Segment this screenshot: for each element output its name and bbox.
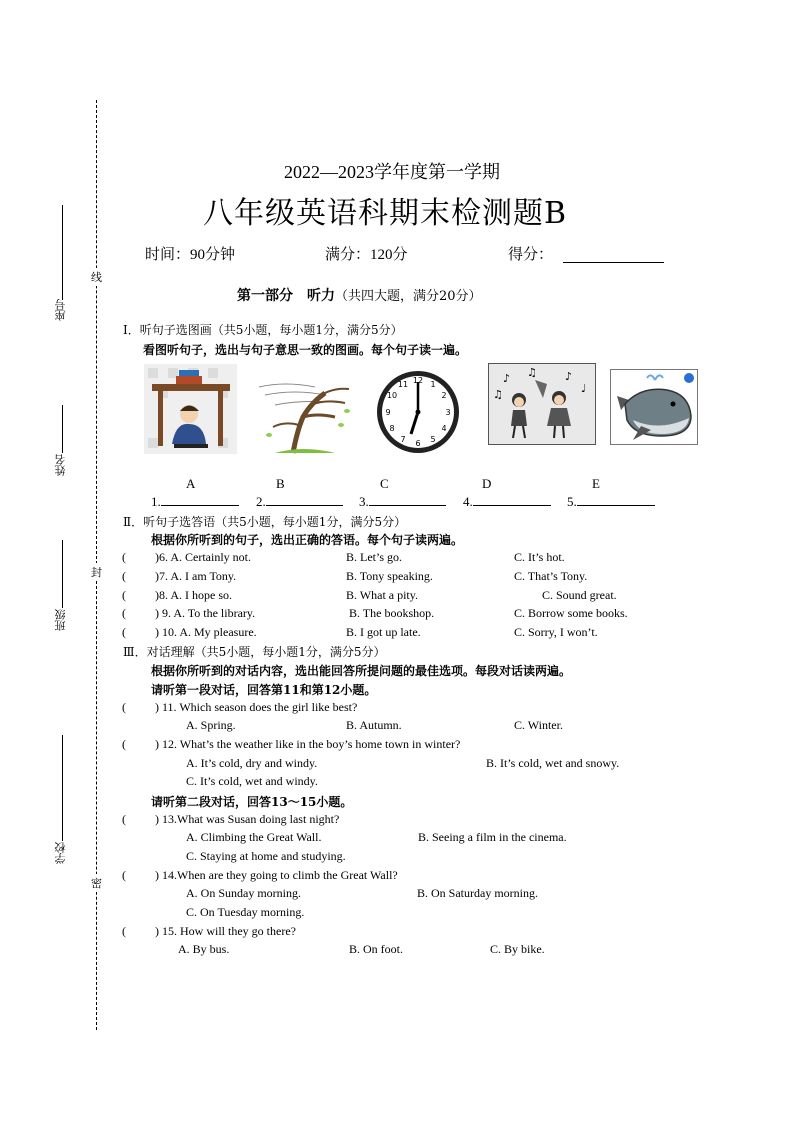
question-15-option-b: B. On foot. bbox=[349, 942, 403, 956]
school-field-line[interactable] bbox=[62, 735, 63, 841]
svg-text:♪: ♪ bbox=[503, 372, 511, 385]
cut-char-xian: 线 bbox=[91, 268, 102, 286]
picture-letter-d: D bbox=[482, 476, 492, 491]
answer-number-1: 1. bbox=[151, 494, 161, 509]
question-10-option-c: C. Sorry, I won’t. bbox=[514, 625, 598, 639]
picture-letter-c: C bbox=[380, 476, 389, 491]
section1-title-note: （共5小题，每小题1分，满分5分） bbox=[211, 323, 403, 337]
section3-instruction: 根据你所听到的对话内容，选出能回答所提问题的最佳选项。每段对话读两遍。 bbox=[151, 664, 572, 678]
whale-icon bbox=[611, 370, 697, 444]
answer-number-4: 4. bbox=[463, 494, 473, 509]
answer-paren-14[interactable]: ( bbox=[122, 868, 126, 882]
svg-text:♩: ♩ bbox=[581, 382, 587, 395]
question-7: )7. A. I am Tony. bbox=[155, 569, 237, 583]
svg-text:12: 12 bbox=[412, 376, 424, 385]
question-11-option-c: C. Winter. bbox=[514, 718, 563, 732]
svg-text:8: 8 bbox=[389, 424, 395, 433]
section3-title bbox=[123, 643, 385, 660]
question-14-option-c: C. On Tuesday morning. bbox=[186, 905, 305, 919]
score-label: 得分： bbox=[508, 247, 554, 263]
answer-line-4[interactable] bbox=[473, 505, 551, 506]
children-singing-icon bbox=[489, 364, 595, 444]
svg-text:♫: ♫ bbox=[527, 366, 537, 379]
answer-number-5: 5. bbox=[567, 494, 577, 509]
picture-b bbox=[255, 373, 355, 455]
question-15-option-a: A. By bus. bbox=[178, 942, 230, 956]
question-13: ) 13.What was Susan doing last night? bbox=[155, 812, 340, 826]
year-line: 2022—2023学年度第一学期 bbox=[284, 162, 500, 182]
question-7-option-c: C. That’s Tony. bbox=[514, 569, 588, 583]
class-field-line[interactable] bbox=[62, 540, 63, 608]
part1-note: （共四大题，满分20分） bbox=[335, 289, 482, 304]
svg-text:♫: ♫ bbox=[493, 388, 503, 401]
question-14: ) 14.When are they going to climb the Great Wall? bbox=[155, 868, 398, 882]
svg-text:3: 3 bbox=[445, 408, 451, 417]
svg-text:7: 7 bbox=[400, 435, 406, 444]
name-label: 姓名 bbox=[54, 454, 67, 476]
picture-letter-e: E bbox=[592, 476, 600, 491]
question-6-option-b: B. Let’s go. bbox=[346, 550, 402, 564]
svg-text:6: 6 bbox=[415, 439, 421, 448]
answer-line-3[interactable] bbox=[369, 505, 446, 506]
question-8: )8. A. I hope so. bbox=[155, 588, 232, 602]
cut-char-mi: 密 bbox=[91, 874, 102, 892]
tree-in-wind-icon bbox=[255, 373, 355, 455]
svg-text:5: 5 bbox=[430, 435, 436, 444]
answer-line-2[interactable] bbox=[266, 505, 343, 506]
question-6-option-c: C. It’s hot. bbox=[514, 550, 565, 564]
answer-blank-1[interactable] bbox=[151, 494, 239, 510]
question-6: )6. A. Certainly not. bbox=[155, 550, 251, 564]
question-15-option-c: C. By bike. bbox=[490, 942, 545, 956]
section3-title-prefix: Ⅲ．对话理解 bbox=[123, 645, 195, 659]
answer-line-5[interactable] bbox=[577, 505, 655, 506]
svg-text:11: 11 bbox=[397, 380, 409, 389]
answer-paren-9[interactable]: ( bbox=[122, 606, 126, 620]
answer-paren-13[interactable]: ( bbox=[122, 812, 126, 826]
svg-text:4: 4 bbox=[441, 424, 447, 433]
section1-title-prefix: I．听句子选图画 bbox=[123, 323, 212, 337]
section3-title-note: （共5小题，每小题1分，满分5分） bbox=[194, 645, 386, 659]
svg-text:♪: ♪ bbox=[565, 370, 573, 383]
question-13-option-c: C. Staying at home and studying. bbox=[186, 849, 346, 863]
answer-paren-7[interactable]: ( bbox=[122, 569, 126, 583]
question-12: ) 12. What’s the weather like in the boy’s home town in winter? bbox=[155, 737, 461, 751]
question-8-option-b: B. What a pity. bbox=[346, 588, 418, 602]
question-14-option-a: A. On Sunday morning. bbox=[186, 886, 301, 900]
cut-char-feng: 封 bbox=[91, 563, 102, 581]
question-11: ) 11. Which season does the girl like best? bbox=[155, 700, 358, 714]
question-12-option-c: C. It’s cold, wet and windy. bbox=[186, 774, 318, 788]
question-15: ) 15. How will they go there? bbox=[155, 924, 296, 938]
answer-blank-4[interactable] bbox=[463, 494, 551, 510]
svg-text:9: 9 bbox=[385, 408, 391, 417]
question-11-option-a: A. Spring. bbox=[186, 718, 236, 732]
answer-paren-11[interactable]: ( bbox=[122, 700, 126, 714]
question-9-option-c: C. Borrow some books. bbox=[514, 606, 628, 620]
clock-icon bbox=[373, 369, 463, 455]
answer-paren-12[interactable]: ( bbox=[122, 737, 126, 751]
answer-paren-8[interactable]: ( bbox=[122, 588, 126, 602]
answer-paren-6[interactable]: ( bbox=[122, 550, 126, 564]
question-9-option-b: B. The bookshop. bbox=[349, 606, 435, 620]
name-field-line[interactable] bbox=[62, 405, 63, 453]
section2-title bbox=[123, 513, 406, 530]
question-12-option-a: A. It’s cold, dry and windy. bbox=[186, 756, 318, 770]
question-10: ) 10. A. My pleasure. bbox=[155, 625, 257, 639]
section1-instruction: 看图听句子，选出与句子意思一致的图画。每个句子读一遍。 bbox=[143, 343, 468, 357]
class-label: 班级 bbox=[54, 609, 67, 631]
question-14-option-b: B. On Saturday morning. bbox=[417, 886, 538, 900]
question-13-option-b: B. Seeing a film in the cinema. bbox=[418, 830, 567, 844]
question-13-option-a: A. Climbing the Great Wall. bbox=[186, 830, 322, 844]
full-marks-info: 满分：120分 bbox=[325, 247, 408, 263]
score-field[interactable] bbox=[563, 262, 664, 263]
picture-letter-a: A bbox=[186, 476, 196, 491]
section2-instruction: 根据你所听到的句子，选出正确的答语。每个句子读两遍。 bbox=[151, 533, 464, 547]
time-info: 时间：90分钟 bbox=[145, 247, 236, 263]
question-10-option-b: B. I got up late. bbox=[346, 625, 421, 639]
answer-blank-5[interactable] bbox=[567, 494, 655, 510]
part1-title: 第一部分 听力 bbox=[237, 288, 335, 304]
answer-paren-10[interactable]: ( bbox=[122, 625, 126, 639]
svg-text:1: 1 bbox=[430, 380, 436, 389]
picture-letter-b: B bbox=[276, 476, 285, 491]
page-title: 八年级英语科期末检测题B bbox=[203, 196, 568, 231]
svg-text:2: 2 bbox=[441, 391, 447, 400]
answer-paren-15[interactable]: ( bbox=[122, 924, 126, 938]
answer-blank-2[interactable] bbox=[256, 494, 343, 510]
picture-e bbox=[610, 369, 698, 445]
answer-line-1[interactable] bbox=[161, 505, 239, 506]
question-8-option-c: C. Sound great. bbox=[542, 588, 617, 602]
boy-under-desk-icon bbox=[144, 364, 237, 454]
seat-number-label: 座号 bbox=[54, 299, 67, 321]
section2-title-note: （共5小题，每小题1分，满分5分） bbox=[215, 515, 407, 529]
picture-d bbox=[488, 363, 596, 445]
school-label: 学校 bbox=[54, 842, 67, 864]
section1-title bbox=[123, 321, 403, 338]
question-7-option-b: B. Tony speaking. bbox=[346, 569, 433, 583]
question-11-option-b: B. Autumn. bbox=[346, 718, 402, 732]
answer-number-3: 3. bbox=[359, 494, 369, 509]
dialogue2-heading: 请听第二段对话，回答13～15小题。 bbox=[151, 795, 353, 809]
question-9: ) 9. A. To the library. bbox=[155, 606, 256, 620]
dialogue1-heading: 请听第一段对话，回答第11和第12小题。 bbox=[151, 683, 377, 697]
answer-blank-3[interactable] bbox=[359, 494, 446, 510]
seat-number-field-line[interactable] bbox=[62, 205, 63, 300]
picture-c bbox=[373, 369, 463, 455]
picture-a bbox=[144, 364, 237, 454]
part1-heading bbox=[237, 285, 482, 305]
svg-text:10: 10 bbox=[386, 391, 398, 400]
answer-number-2: 2. bbox=[256, 494, 266, 509]
section2-title-prefix: Ⅱ．听句子选答语 bbox=[123, 515, 216, 529]
question-12-option-b: B. It’s cold, wet and snowy. bbox=[486, 756, 620, 770]
